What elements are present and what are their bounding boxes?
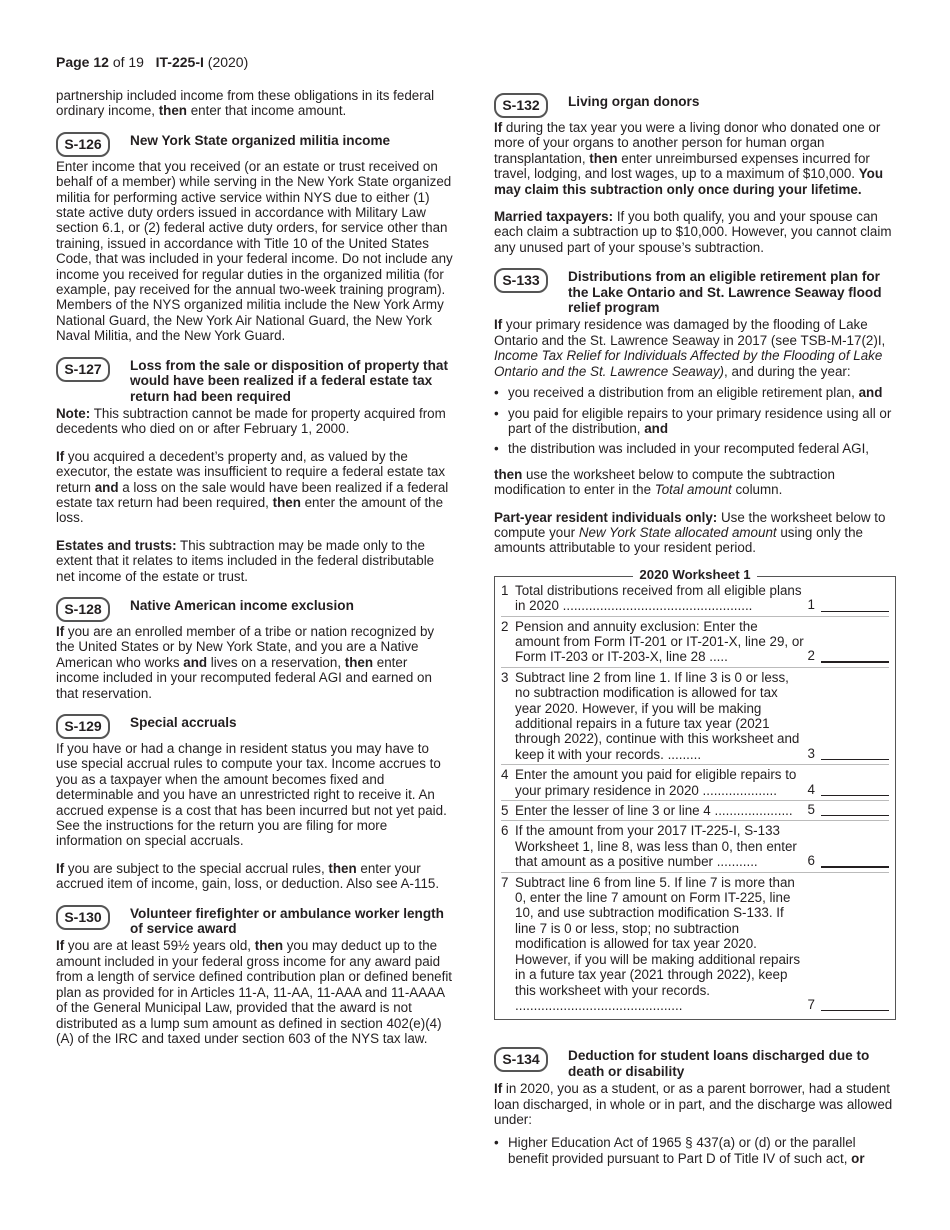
s134-title: Deduction for student loans discharged due to death or disability [568,1048,870,1079]
left-column [56,88,454,1058]
line-7-answer-field[interactable] [821,996,889,1011]
s132-badge: S-132 [494,93,548,118]
intro-paragraph: partnership included income from these obligations in its federal ordinary income, then enter that income amount. [56,88,435,119]
worksheet-line: 7 Subtract line 6 from line 5. If line 7 is more than 0, enter the line 7 amount on Form IT-225, line 10, and use subtraction modification S-133. If line 7 is 0 or less, stop; no subtraction modification is allowed for tax year 2020. However, if you will be making additional repairs in a future tax year (2021 through 2022), keep this worksheet with your records. ............................................. 7 [501,873,889,1016]
section-s133-header [494,267,896,315]
s126-title: New York State organized militia income [130,132,391,148]
worksheet-line: 6 If the amount from your 2017 IT-225-I, S-133 Worksheet 1, line 8, was less than 0, then enter that amount as a positive number ........... 6 [501,821,889,872]
section-s134-header [494,1046,896,1079]
s133-text: If your primary residence was damaged by the flooding of Lake Ontario and the St. Lawrence Seaway in 2017 (see TSB-M-17(2)I, Income Tax Relief for Individuals Affected by the Flooding of Lake Ontario and the St. Lawrence Seaway), and during the year: [494,317,886,379]
s130-text: If you are at least 59½ years old, then you may deduct up to the amount included in your federal gross income for any award paid from a length of service defined contribution plan or defined benefit plan as provided for in Articles 11-A, 11-AA, 11-AAA and 11-AAAA of the General Municipal Law, provided that the award is not distributed as a lump sum amount as defined in section 402(e)(4)(A) of the IRC and taxed under section 603 of the NYS tax law. [56,938,453,1046]
worksheet [494,566,896,1021]
section-s127-header [56,356,454,404]
s126-badge: S-126 [56,132,110,157]
s130-title: Volunteer firefighter or ambulance worker length of service award [130,905,444,937]
page-label: Page [56,54,90,70]
list-item: • the distribution was included in your recomputed federal AGI, [494,441,896,456]
s133-badge: S-133 [494,268,548,293]
s127-paragraph: If you acquired a decedent’s property and, as valued by the executor, the estate was insufficient to require a federal estate tax return and a loss on the sale would have been realized if a federal estate tax return had been required, then enter the amount of the loss. [56,448,449,526]
worksheet-title: 2020 Worksheet 1 [495,567,895,582]
worksheet-line: 3 Subtract line 2 from line 1. If line 3 is 0 or less, no subtraction modification is allowed for tax year 2020. However, if you will be making additional repairs in a future tax year (2021 through 2022), continue with this worksheet and keep it with your records. ......... 3 [501,668,889,765]
s129-title: Special accruals [130,715,237,730]
worksheet-line: 2 Pension and annuity exclusion: Enter the amount from Form IT-201 or IT-201-X, line 29, or Form IT-203 or IT-203-X, line 28 ..... 2 [501,617,889,668]
worksheet-line: 4 Enter the amount you paid for eligible repairs to your primary residence in 2020 .................... 4 [501,765,889,801]
s128-badge: S-128 [56,597,110,622]
section-s130-header [56,904,454,937]
page-of: of 19 [112,54,144,70]
s133-title: Distributions from an eligible retirement plan for the Lake Ontario and St. Lawrence Seaway flood relief program [568,269,882,316]
s126-text: Enter income that you received (or an estate or trust received on behalf of a member) while serving in the New York State organized militia for performing active service within NYS due to either (1) state active duty orders issued in accordance with Military Law section 6.1, or (2) federal active duty orders, for service other than training, issued in accordance with Title 10 of the United States Code, that was included in your federal income. Do not include any income you received for regular duties in the organized militia (for example, pay received for the annual two-week training program). Members of the NYS organized militia include the New York Army National Guard, the New York Air National Guard, the New York Naval Militia, and the New York Guard. [56,158,453,344]
s132-text: If during the tax year you were a living donor who donated one or more of your organs to another person for human organ transplantation, then enter unreimbursed expenses incurred for travel, lodging, and lost wages, up to a maximum of $10,000. You may claim this subtraction only once during your lifetime. [494,120,884,197]
s129-paragraph-2: If you are subject to the special accrual rules, then enter your accrued item of income, gain, loss, or deduction. Also see A-115. [56,860,440,892]
section-s128-header [56,596,454,622]
s133-part-year: Part-year resident individuals only: Use the worksheet below to compute your New York State allocated amount using only the amounts attributable to your resident period. [494,509,886,556]
form-number: IT-225-I [155,54,204,70]
s133-bullets [494,385,896,457]
form-year: (2020) [207,54,249,70]
line-3-answer-field[interactable] [821,745,889,760]
page-header [56,54,248,70]
s132-title: Living organ donors [568,94,700,109]
list-item: • Higher Education Act of 1965 § 437(a) or (d) or the parallel benefit provided pursuant to Part D of Title IV of such act, or [494,1135,896,1166]
line-1-answer-field[interactable] [821,597,889,612]
list-item: • you received a distribution from an eligible retirement plan, and [494,385,896,400]
section-s132-header [494,92,896,118]
s127-title: Loss from the sale or disposition of property that would have been realized if a federal estate tax return had been required [130,357,448,404]
right-column [494,88,896,1176]
s127-note: Note: This subtraction cannot be made for property acquired from decedents who died on or after February 1, 2000. [56,405,446,437]
s133-then-paragraph: then use the worksheet below to compute the subtraction modification to enter in the Total amount column. [494,466,835,498]
s132-married: Married taxpayers: If you both qualify, you and your spouse can each claim a subtraction up to $10,000. However, you cannot claim any unused part of your spouse’s subtraction. [494,209,892,255]
s129-paragraph-1: If you have or had a change in resident status you may have to use special accrual rules to compute your tax. Income accrues to you as a taxpayer when the amount becomes fixed and determinable and you have an unrestricted right to receive it. An accrued expense is a cost that has been incurred but not yet paid. See the instructions for the return you are filing for more information on special accruals. [56,741,447,849]
section-s126-header [56,131,454,157]
s128-text: If you are an enrolled member of a tribe or nation recognized by the United States or by New York State, and you are a Native American who works and lives on a reservation, then enter income included in your recomputed federal AGI and earned on that reservation. [56,623,435,701]
line-6-answer-field[interactable] [821,852,889,868]
s129-badge: S-129 [56,714,110,739]
list-item: • you paid for eligible repairs to your primary residence using all or part of the distribution, and [494,406,896,437]
page-number: 12 [93,54,109,70]
s128-title: Native American income exclusion [130,597,354,613]
s127-badge: S-127 [56,357,110,382]
worksheet-line: 1 Total distributions received from all eligible plans in 2020 ................................................... 1 [501,581,889,617]
section-s129-header [56,713,454,739]
worksheet-line: 5 Enter the lesser of line 3 or line 4 ..................... 5 [501,801,889,821]
line-4-answer-field[interactable] [821,781,889,796]
s130-badge: S-130 [56,905,110,930]
s134-bullets [494,1135,896,1166]
s134-badge: S-134 [494,1047,548,1072]
line-2-answer-field[interactable] [821,647,889,663]
line-5-answer-field[interactable] [821,801,889,816]
s127-estates: Estates and trusts: This subtraction may be made only to the extent that it relates to items included in the federal distributable net income of the estate or trust. [56,537,435,584]
s134-text: If in 2020, you as a student, or as a parent borrower, had a student loan discharged, in whole or in part, and the discharge was allowed under: [494,1081,893,1127]
